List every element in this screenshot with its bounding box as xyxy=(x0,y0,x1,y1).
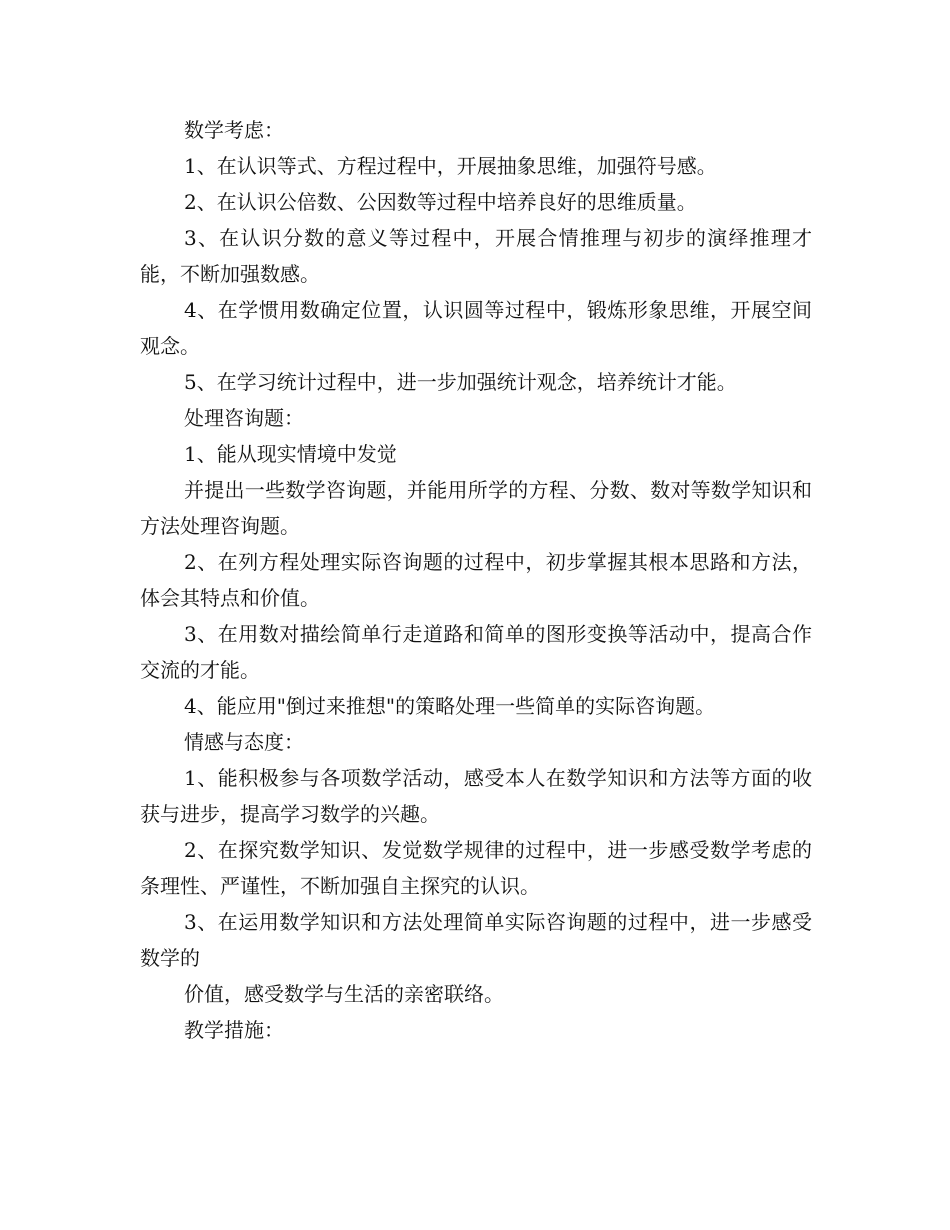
paragraph: 并提出一些数学咨询题，并能用所学的方程、分数、数对等数学知识和方法处理咨询题。 xyxy=(140,478,812,538)
paragraph: 5、在学习统计过程中，进一步加强统计观念，培养统计才能。 xyxy=(184,370,737,394)
paragraph: 1、能从现实情境中发觉 xyxy=(184,442,397,466)
paragraph: 1、在认识等式、方程过程中，开展抽象思维，加强符号感。 xyxy=(184,154,717,178)
paragraph: 3、在认识分数的意义等过程中，开展合情推理与初步的演绎推理才能，不断加强数感。 xyxy=(140,226,812,286)
paragraph: 1、能积极参与各项数学活动，感受本人在数学知识和方法等方面的收获与进步，提高学习数学的兴趣。 xyxy=(140,766,812,826)
paragraph: 价值，感受数学与生活的亲密联络。 xyxy=(184,982,504,1006)
paragraph: 2、在探究数学知识、发觉数学规律的过程中，进一步感受数学考虑的条理性、严谨性，不断加强自主探究的认识。 xyxy=(140,838,812,898)
paragraph: 3、在用数对描绘简单行走道路和简单的图形变换等活动中，提高合作交流的才能。 xyxy=(140,622,812,682)
paragraph: 2、在列方程处理实际咨询题的过程中，初步掌握其根本思路和方法，体会其特点和价值。 xyxy=(140,550,812,610)
document-body xyxy=(140,112,812,1048)
paragraph: 3、在运用数学知识和方法处理简单实际咨询题的过程中，进一步感受数学的 xyxy=(140,910,812,970)
paragraph: 4、在学惯用数确定位置，认识圆等过程中，锻炼形象思维，开展空间观念。 xyxy=(140,298,812,358)
paragraph: 4、能应用"倒过来推想"的策略处理一些简单的实际咨询题。 xyxy=(184,694,716,718)
paragraph: 2、在认识公倍数、公因数等过程中培养良好的思维质量。 xyxy=(184,190,697,214)
section-heading-problem-solving: 处理咨询题： xyxy=(184,406,304,430)
section-heading-emotion-attitude: 情感与态度： xyxy=(184,730,304,754)
section-heading-math-thinking: 数学考虑： xyxy=(184,118,284,142)
section-heading-teaching-measures: 教学措施： xyxy=(184,1018,284,1042)
